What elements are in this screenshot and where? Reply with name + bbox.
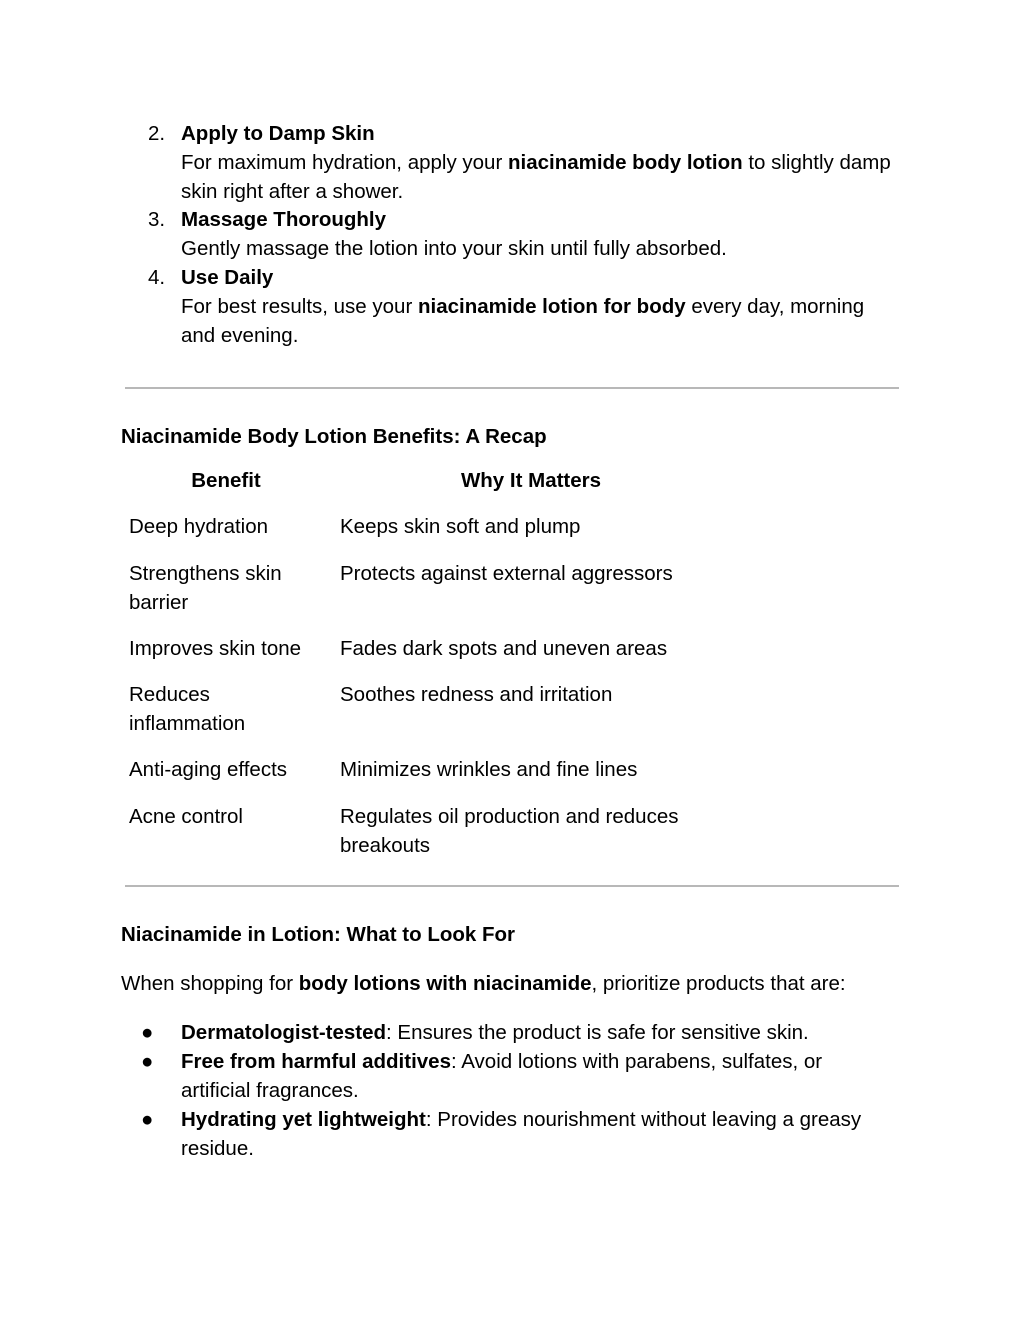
step-title: Massage Thoroughly [181, 208, 387, 231]
step-text-pre: For best results, use your [181, 295, 418, 318]
item-bold: Dermatologist-tested [181, 1021, 387, 1044]
table-cell-benefit: Reduces inflammation [129, 683, 246, 735]
table-header-benefit: Benefit [191, 469, 261, 492]
step-body [181, 263, 901, 350]
item-bold: Free from harmful additives [181, 1050, 451, 1073]
section-heading-recap: Niacinamide Body Lotion Benefits: A Recap [121, 425, 547, 448]
item-bold: Hydrating yet lightweight [181, 1108, 426, 1131]
table-cell-benefit: Deep hydration [129, 515, 269, 538]
list-number: 4. [148, 266, 166, 289]
item-text: : Ensures the product is safe for sensitive skin. [386, 1021, 809, 1044]
table-cell-why: Minimizes wrinkles and fine lines [340, 758, 638, 781]
step-title: Use Daily [181, 266, 274, 289]
step-text-bold: niacinamide body lotion [507, 151, 743, 174]
table-cell-why: Keeps skin soft and plump [340, 515, 581, 538]
intro-text-pre: When shopping for [121, 972, 299, 995]
intro-text-post: , prioritize products that are: [591, 972, 846, 995]
step-text-post: every day, morning and evening. [181, 295, 865, 347]
step-title: Apply to Damp Skin [181, 122, 375, 145]
step-body [181, 205, 901, 263]
section-heading-lookfor: Niacinamide in Lotion: What to Look For [121, 923, 516, 946]
table-cell-benefit: Strengthens skin barrier [129, 562, 282, 614]
intro-text-bold: body lotions with niacinamide [298, 972, 592, 995]
table-cell-benefit: Acne control [129, 805, 243, 828]
bullet-icon: ● [141, 1021, 154, 1044]
divider [125, 885, 899, 887]
intro-paragraph [121, 969, 921, 998]
table-cell-why: Protects against external aggressors [340, 562, 673, 585]
table-cell-benefit: Improves skin tone [129, 637, 302, 660]
bullet-icon: ● [141, 1108, 154, 1131]
table-cell-why: Regulates oil production and reduces breakouts [340, 805, 679, 857]
table-cell-why: Soothes redness and irritation [340, 683, 613, 706]
bullet-icon: ● [141, 1050, 154, 1073]
step-text-post: to slightly damp skin right after a shower. [181, 151, 891, 203]
list-number: 3. [148, 208, 166, 231]
step-text-pre: Gently massage the lotion into your skin until fully absorbed. [181, 237, 727, 260]
item-text: : Avoid lotions with parabens, sulfates, or artificial fragrances. [181, 1050, 823, 1102]
table-header-why: Why It Matters [460, 469, 602, 492]
divider [125, 387, 899, 389]
step-body [181, 119, 901, 206]
item-text: : Provides nourishment without leaving a greasy residue. [181, 1108, 862, 1160]
step-text-bold: niacinamide lotion for body [417, 295, 686, 318]
table-cell-benefit: Anti-aging effects [129, 758, 288, 781]
list-number: 2. [148, 122, 166, 145]
step-text-pre: For maximum hydration, apply your [181, 151, 508, 174]
table-cell-why: Fades dark spots and uneven areas [340, 637, 668, 660]
